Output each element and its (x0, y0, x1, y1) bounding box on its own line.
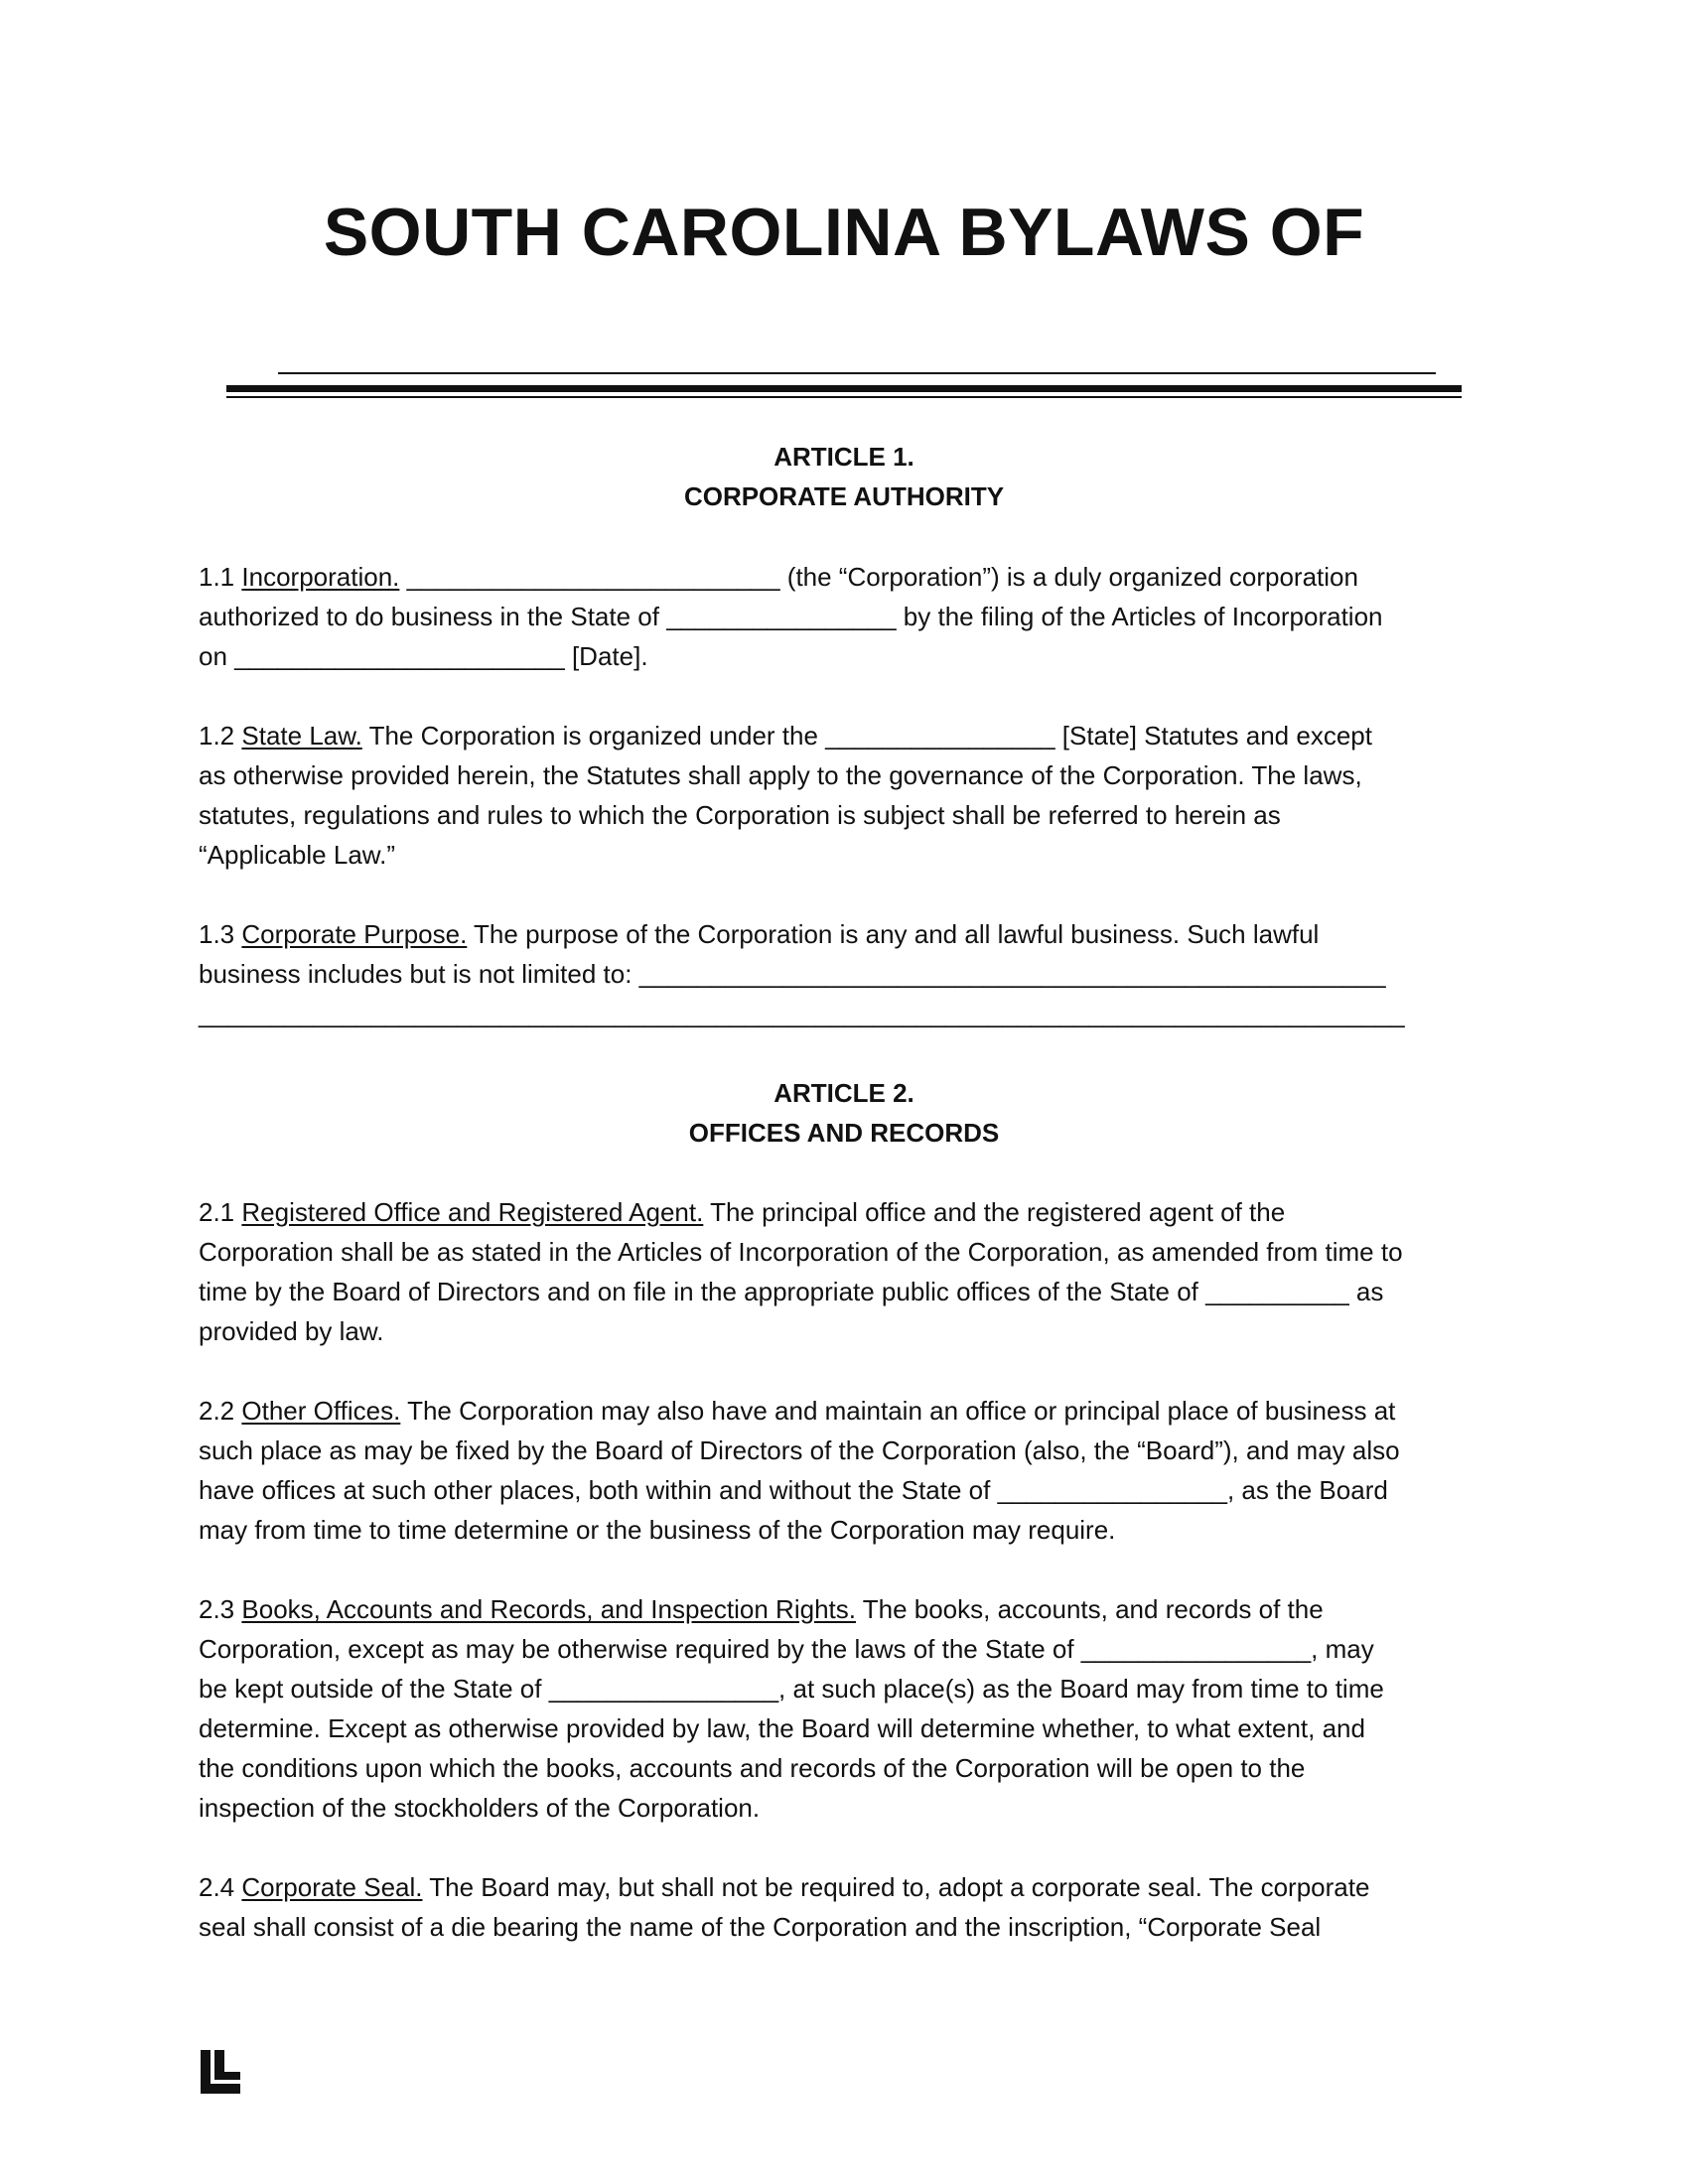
section-text: such place as may be fixed by the Board of Directors of the Corporation (also, the “Board”), and may also (199, 1435, 1400, 1465)
section-2-3 (199, 1589, 1489, 1828)
section-text: may from time to time determine or the business of the Corporation may require. (199, 1515, 1116, 1545)
section-text: The principal office and the registered agent of the (703, 1197, 1286, 1227)
section-text: The books, accounts, and records of the (855, 1594, 1324, 1624)
section-2-2 (199, 1391, 1489, 1550)
section-title: Books, Accounts and Records, and Inspection Rights. (241, 1594, 856, 1624)
section-text: the conditions upon which the books, accounts and records of the Corporation will be open to the (199, 1753, 1306, 1783)
section-text: Corporation shall be as stated in the Articles of Incorporation of the Corporation, as amended from time to (199, 1237, 1403, 1267)
section-text: __________________________ (the “Corporation”) is a duly organized corporation (399, 562, 1358, 592)
section-text: statutes, regulations and rules to which the Corporation is subject shall be referred to herein as (199, 800, 1281, 830)
section-text: authorized to do business in the State of ________________ by the filing of the Articles of Incorporation (199, 602, 1383, 631)
document-title: SOUTH CAROLINA BYLAWS OF (323, 195, 1365, 270)
section-number: 1.2 (199, 721, 235, 751)
section-text: The Corporation is organized under the ________________ [State] Statutes and except (361, 721, 1372, 751)
section-1-1 (199, 557, 1489, 676)
section-text: ____________________________________________________________________________________ (199, 999, 1405, 1028)
title-divider-thick (226, 385, 1462, 392)
section-number: 2.1 (199, 1197, 235, 1227)
section-text: on _______________________ [Date]. (199, 641, 648, 671)
section-number: 2.4 (199, 1872, 235, 1902)
section-1-3 (199, 914, 1489, 1033)
section-title: State Law. (241, 721, 362, 751)
section-title: Incorporation. (241, 562, 400, 592)
section-number: 1.1 (199, 562, 235, 592)
section-text: inspection of the stockholders of the Corporation. (199, 1793, 761, 1823)
section-text: The Corporation may also have and maintain an office or principal place of business at (400, 1396, 1396, 1426)
section-text: Corporation, except as may be otherwise required by the laws of the State of ________________, may (199, 1634, 1374, 1664)
section-title: Corporate Seal. (241, 1872, 423, 1902)
legal-templates-logo-icon (201, 2050, 240, 2094)
section-number: 2.2 (199, 1396, 235, 1426)
article-1-heading (0, 437, 1688, 516)
article-title: CORPORATE AUTHORITY (683, 481, 1005, 511)
section-title: Registered Office and Registered Agent. (241, 1197, 704, 1227)
article-2-heading (0, 1073, 1688, 1153)
section-text: seal shall consist of a die bearing the name of the Corporation and the inscription, “Corporate Seal (199, 1912, 1322, 1942)
section-title: Other Offices. (241, 1396, 401, 1426)
section-text: provided by law. (199, 1316, 384, 1346)
section-number: 1.3 (199, 919, 235, 949)
section-text: business includes but is not limited to: ____________________________________________________ (199, 959, 1386, 989)
section-number: 2.3 (199, 1594, 235, 1624)
section-text: be kept outside of the State of ________________, at such place(s) as the Board may from time to time (199, 1674, 1384, 1704)
section-text: The purpose of the Corporation is any and all lawful business. Such lawful (467, 919, 1320, 949)
section-text: as otherwise provided herein, the Statutes shall apply to the governance of the Corporation. The laws, (199, 760, 1362, 790)
section-text: “Applicable Law.” (199, 840, 395, 870)
article-number: ARTICLE 1. (774, 442, 914, 472)
section-text: The Board may, but shall not be required to, adopt a corporate seal. The corporate (422, 1872, 1370, 1902)
section-2-4 (199, 1867, 1489, 1947)
section-text: determine. Except as otherwise provided by law, the Board will determine whether, to what extent, and (199, 1713, 1365, 1743)
article-title: OFFICES AND RECORDS (688, 1118, 1000, 1148)
section-text: time by the Board of Directors and on file in the appropriate public offices of the State of __________ as (199, 1277, 1384, 1306)
section-text: have offices at such other places, both within and without the State of ________________, as the Board (199, 1475, 1388, 1505)
article-number: ARTICLE 2. (774, 1078, 914, 1108)
corporation-name-blank (278, 372, 1436, 374)
section-title: Corporate Purpose. (241, 919, 468, 949)
section-2-1 (199, 1192, 1489, 1351)
title-divider-thin (226, 396, 1462, 398)
section-1-2 (199, 716, 1489, 875)
